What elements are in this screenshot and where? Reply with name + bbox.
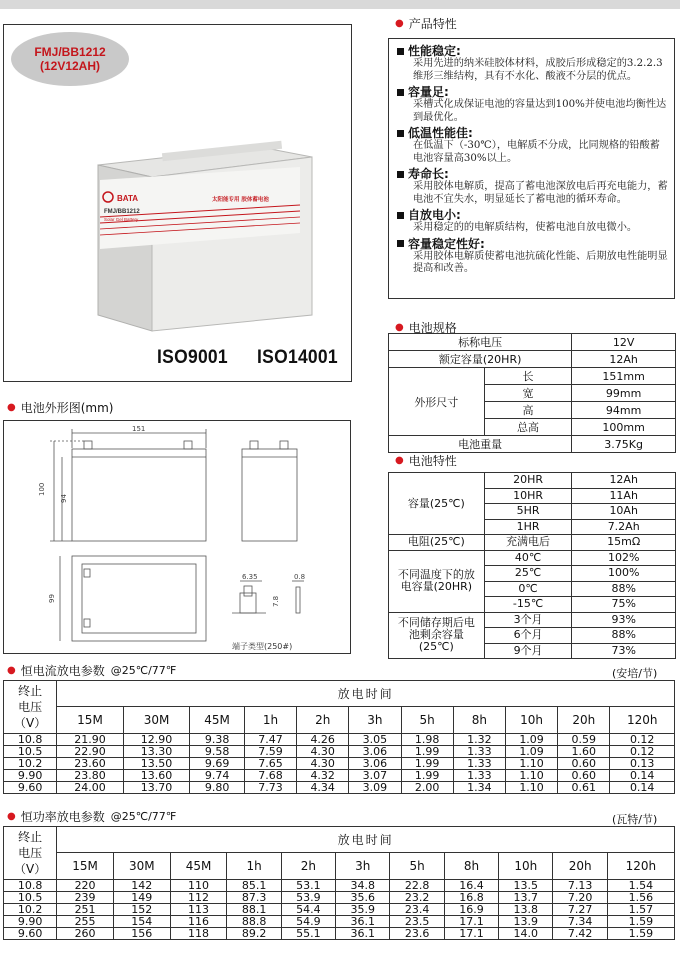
- char-cond: 充满电后: [484, 535, 572, 551]
- spec-value: 3.75Kg: [572, 436, 676, 453]
- dim-length: 151: [132, 425, 146, 433]
- spec-label: 长: [484, 368, 572, 385]
- table-row: [389, 368, 676, 385]
- battery-label-model: FMJ/BB1212: [104, 209, 140, 215]
- feature-heading: [397, 167, 669, 181]
- table-cell: 10.8: [4, 880, 57, 892]
- feature-head: 容量足:: [408, 85, 449, 99]
- table-cell: 54.9: [281, 916, 335, 928]
- spec-value: 12V: [572, 334, 676, 351]
- table-cell: 1.54: [607, 880, 674, 892]
- char-cond: 3个月: [484, 612, 572, 628]
- feature-desc: 采用稳定的的电解质结构，使蓄电池自放电微小。: [413, 222, 638, 233]
- table-cell: 3.06: [349, 746, 401, 758]
- table-cell: 9.90: [4, 916, 57, 928]
- table-cell: 255: [57, 916, 114, 928]
- dim-height: 94: [60, 494, 68, 503]
- table-cell: 7.42: [553, 928, 607, 940]
- table-cell: 14.0: [499, 928, 553, 940]
- column-header: 1h: [244, 706, 296, 733]
- column-header: 10h: [499, 852, 553, 879]
- feature-item: [397, 237, 669, 276]
- feature-head: 低温性能佳:: [408, 126, 473, 140]
- column-header: 30M: [113, 852, 170, 879]
- feature-desc: 采用先进的纳米硅胶体材料，成胶后形成稳定的3.2.2.3维形三维结构，具有不水化、酸液不分层的优点。: [413, 58, 663, 82]
- current-table-heading: [7, 662, 176, 679]
- table-cell: 156: [113, 928, 170, 940]
- iso14001-mark: ISO14001: [257, 347, 338, 368]
- table-cell: 7.73: [244, 782, 296, 794]
- table-cell: 110: [170, 880, 227, 892]
- table-cell: 23.2: [390, 892, 444, 904]
- spec-label: 宽: [484, 385, 572, 402]
- dim-total-height: 100: [38, 482, 46, 496]
- table-header-row: [4, 852, 675, 879]
- table-cell: 88.8: [227, 916, 281, 928]
- table-row: [4, 746, 675, 758]
- dimension-drawing-svg: [4, 421, 350, 653]
- square-bullet-icon: [397, 89, 404, 96]
- table-cell: 23.60: [57, 758, 124, 770]
- spec-table: [388, 333, 676, 453]
- battery-label-en: Solar Gel Battery: [104, 217, 139, 222]
- dimension-drawing: [3, 420, 351, 654]
- feature-item: [397, 44, 669, 83]
- table-row: [389, 334, 676, 351]
- feature-desc: 采槽式化成保证电池的容量达到100%并使电池均衡性达到最优化。: [413, 99, 667, 123]
- table-row: [389, 612, 676, 628]
- time-label: 放电时间: [57, 827, 675, 853]
- current-table: [3, 680, 675, 794]
- table-cell: 55.1: [281, 928, 335, 940]
- table-row: [4, 928, 675, 940]
- feature-desc: 在低温下（-30℃），电解质不分成，比同规格的铅酸蓄电池容量高30%以上。: [413, 140, 660, 164]
- table-cell: 1.59: [607, 928, 674, 940]
- table-cell: 2.00: [401, 782, 453, 794]
- char-label: 不同储存期后电池剩余容量(25℃): [389, 612, 485, 659]
- table-cell: 7.65: [244, 758, 296, 770]
- table-cell: 9.80: [190, 782, 245, 794]
- bullet-dot-icon: ●: [7, 811, 16, 822]
- table-cell: 21.90: [57, 734, 124, 746]
- column-header: 15M: [57, 852, 114, 879]
- table-cell: 23.6: [390, 928, 444, 940]
- spec-label: 总高: [484, 419, 572, 436]
- table-row: [4, 758, 675, 770]
- table-cell: 4.34: [297, 782, 349, 794]
- char-cond: 0℃: [484, 581, 572, 597]
- table-cell: 1.59: [607, 916, 674, 928]
- column-header: 15M: [57, 706, 124, 733]
- product-photo-panel: [3, 24, 352, 382]
- table-cell: 1.10: [505, 782, 557, 794]
- spec-value: 100mm: [572, 419, 676, 436]
- table-row: [4, 782, 675, 794]
- table-cell: 13.7: [499, 892, 553, 904]
- table-cell: 34.8: [336, 880, 390, 892]
- table-cell: 87.3: [227, 892, 281, 904]
- table-cell: 1.60: [558, 746, 610, 758]
- table-cell: 7.68: [244, 770, 296, 782]
- table-row: [4, 892, 675, 904]
- char-value: 15mΩ: [572, 535, 676, 551]
- table-cell: 1.34: [453, 782, 505, 794]
- feature-heading: [397, 237, 669, 251]
- table-cell: 1.32: [453, 734, 505, 746]
- column-header: 5h: [390, 852, 444, 879]
- spec-value: 94mm: [572, 402, 676, 419]
- column-header: 20h: [558, 706, 610, 733]
- char-value: 75%: [572, 597, 676, 613]
- table-cell: 7.34: [553, 916, 607, 928]
- feature-heading: [397, 44, 669, 58]
- table-cell: 9.60: [4, 782, 57, 794]
- table-cell: 10.5: [4, 746, 57, 758]
- table-row: [4, 770, 675, 782]
- power-table-condition: @25℃/77℉: [110, 810, 177, 823]
- char-cond: 40℃: [484, 550, 572, 566]
- table-cell: 1.09: [505, 734, 557, 746]
- table-row: [389, 351, 676, 368]
- column-header: 20h: [553, 852, 607, 879]
- table-header-row: [4, 706, 675, 733]
- table-cell: 4.30: [297, 758, 349, 770]
- spec-label: 高: [484, 402, 572, 419]
- model-spec: (12V12AH): [39, 59, 101, 73]
- square-bullet-icon: [397, 48, 404, 55]
- characteristics-title: 电池特性: [408, 454, 457, 468]
- table-cell: 24.00: [57, 782, 124, 794]
- table-row: [4, 880, 675, 892]
- char-value: 10Ah: [572, 504, 676, 520]
- table-cell: 10.8: [4, 734, 57, 746]
- current-table-unit: (安培/节): [612, 667, 658, 680]
- table-row: [389, 535, 676, 551]
- table-cell: 53.9: [281, 892, 335, 904]
- corner-cell: 终止电压（V）: [4, 681, 57, 734]
- column-header: 2h: [297, 706, 349, 733]
- dim-terminal-height: 7.8: [272, 595, 280, 607]
- power-table-title: 恒功率放电参数: [20, 810, 105, 824]
- char-label: 容量(25℃): [389, 473, 485, 535]
- table-cell: 251: [57, 904, 114, 916]
- table-cell: 23.80: [57, 770, 124, 782]
- table-row: [389, 550, 676, 566]
- drawing-heading: [7, 399, 113, 416]
- table-cell: 10.5: [4, 892, 57, 904]
- spec-value: 151mm: [572, 368, 676, 385]
- column-header: 8h: [453, 706, 505, 733]
- table-cell: 3.07: [349, 770, 401, 782]
- table-cell: 116: [170, 916, 227, 928]
- table-cell: 88.1: [227, 904, 281, 916]
- table-cell: 113: [170, 904, 227, 916]
- square-bullet-icon: [397, 171, 404, 178]
- table-cell: 35.6: [336, 892, 390, 904]
- table-cell: 89.2: [227, 928, 281, 940]
- features-title: 产品特性: [408, 17, 457, 31]
- table-cell: 3.06: [349, 758, 401, 770]
- table-cell: 22.90: [57, 746, 124, 758]
- table-cell: 7.47: [244, 734, 296, 746]
- table-cell: 0.12: [610, 734, 675, 746]
- feature-heading: [397, 208, 669, 222]
- char-cond: 9个月: [484, 643, 572, 659]
- power-table: [3, 826, 675, 940]
- table-cell: 13.8: [499, 904, 553, 916]
- table-cell: 9.90: [4, 770, 57, 782]
- table-cell: 9.38: [190, 734, 245, 746]
- column-header: 30M: [123, 706, 190, 733]
- drawing-title: 电池外形图(mm): [20, 401, 114, 415]
- table-cell: 13.5: [499, 880, 553, 892]
- feature-head: 容量稳定性好:: [408, 236, 485, 251]
- column-header: 45M: [190, 706, 245, 733]
- column-header: 45M: [170, 852, 227, 879]
- power-table-heading: [7, 808, 176, 825]
- square-bullet-icon: [397, 130, 404, 137]
- table-cell: 16.9: [444, 904, 498, 916]
- spec-label: 电池重量: [389, 436, 572, 453]
- corner-cell: 终止电压（V）: [4, 827, 57, 880]
- table-cell: 85.1: [227, 880, 281, 892]
- column-header: 3h: [336, 852, 390, 879]
- table-cell: 0.59: [558, 734, 610, 746]
- table-cell: 9.74: [190, 770, 245, 782]
- column-header: 120h: [610, 706, 675, 733]
- power-table-unit: (瓦特/节): [612, 813, 658, 826]
- table-cell: 4.30: [297, 746, 349, 758]
- table-cell: 239: [57, 892, 114, 904]
- table-header-row: [4, 681, 675, 707]
- table-cell: 142: [113, 880, 170, 892]
- char-cond: 6个月: [484, 628, 572, 644]
- char-value: 12Ah: [572, 473, 676, 489]
- char-cond: -15℃: [484, 597, 572, 613]
- table-cell: 0.60: [558, 758, 610, 770]
- table-cell: 1.10: [505, 758, 557, 770]
- feature-item: [397, 126, 669, 165]
- spec-value: 12Ah: [572, 351, 676, 368]
- dim-terminal-width: 6.35: [242, 573, 258, 581]
- feature-desc: 采用胶体电解质使蓄电池抗硫化性能、后期放电性能明显提高和改善。: [413, 250, 668, 274]
- spec-title: 电池规格: [408, 321, 457, 335]
- battery-illustration: [92, 125, 317, 333]
- feature-heading: [397, 85, 669, 99]
- column-header: 5h: [401, 706, 453, 733]
- spec-label: 外形尺寸: [389, 368, 485, 436]
- table-cell: 1.33: [453, 770, 505, 782]
- table-cell: 22.8: [390, 880, 444, 892]
- table-cell: 7.20: [553, 892, 607, 904]
- column-header: 1h: [227, 852, 281, 879]
- table-cell: 13.60: [123, 770, 190, 782]
- table-cell: 13.50: [123, 758, 190, 770]
- table-header-row: [4, 827, 675, 853]
- table-cell: 9.60: [4, 928, 57, 940]
- features-heading: [395, 15, 457, 32]
- characteristics-table: [388, 472, 676, 659]
- time-label: 放电时间: [57, 681, 675, 707]
- bullet-dot-icon: ●: [7, 665, 16, 676]
- table-cell: 3.05: [349, 734, 401, 746]
- table-cell: 7.27: [553, 904, 607, 916]
- battery-brand: BATA: [117, 194, 139, 203]
- table-cell: 7.59: [244, 746, 296, 758]
- table-cell: 0.14: [610, 782, 675, 794]
- table-row: [4, 916, 675, 928]
- table-cell: 16.8: [444, 892, 498, 904]
- table-cell: 1.57: [607, 904, 674, 916]
- feature-heading: [397, 126, 669, 140]
- model-badge: [11, 32, 129, 86]
- current-table-title: 恒电流放电参数: [20, 664, 105, 678]
- table-cell: 4.26: [297, 734, 349, 746]
- feature-item: [397, 85, 669, 124]
- table-cell: 1.56: [607, 892, 674, 904]
- features-box: [388, 38, 675, 299]
- spec-value: 99mm: [572, 385, 676, 402]
- iso9001-mark: ISO9001: [157, 347, 228, 368]
- table-cell: 118: [170, 928, 227, 940]
- table-cell: 9.69: [190, 758, 245, 770]
- table-cell: 0.14: [610, 770, 675, 782]
- table-cell: 7.13: [553, 880, 607, 892]
- table-cell: 13.70: [123, 782, 190, 794]
- characteristics-heading: [395, 452, 457, 469]
- char-value: 11Ah: [572, 488, 676, 504]
- table-cell: 1.99: [401, 770, 453, 782]
- square-bullet-icon: [397, 212, 404, 219]
- char-cond: 10HR: [484, 488, 572, 504]
- spec-label: 标称电压: [389, 334, 572, 351]
- feature-item: [397, 167, 669, 206]
- table-cell: 35.9: [336, 904, 390, 916]
- table-cell: 1.10: [505, 770, 557, 782]
- table-cell: 1.09: [505, 746, 557, 758]
- feature-head: 性能稳定:: [408, 44, 461, 58]
- table-row: [4, 904, 675, 916]
- feature-head: 寿命长:: [408, 167, 449, 181]
- char-value: 88%: [572, 581, 676, 597]
- char-label: 电阻(25℃): [389, 535, 485, 551]
- char-value: 93%: [572, 612, 676, 628]
- char-value: 88%: [572, 628, 676, 644]
- spec-label: 额定容量(20HR): [389, 351, 572, 368]
- bullet-dot-icon: ●: [395, 18, 404, 29]
- char-label: 不同温度下的放电容量(20HR): [389, 550, 485, 612]
- table-cell: 4.32: [297, 770, 349, 782]
- bullet-dot-icon: ●: [395, 322, 404, 333]
- table-cell: 0.61: [558, 782, 610, 794]
- bullet-dot-icon: ●: [7, 402, 16, 413]
- table-cell: 12.90: [123, 734, 190, 746]
- table-cell: 13.30: [123, 746, 190, 758]
- table-cell: 260: [57, 928, 114, 940]
- char-value: 7.2Ah: [572, 519, 676, 535]
- table-cell: 17.1: [444, 916, 498, 928]
- terminal-type-label: 端子类型(250#): [232, 642, 293, 651]
- feature-desc: 采用胶体电解质，提高了蓄电池深放电后再充电能力，蓄电池不宜失水，明显延长了蓄电池的循环寿命。: [413, 181, 668, 205]
- square-bullet-icon: [397, 240, 404, 247]
- dim-width: 99: [48, 594, 56, 603]
- table-cell: 10.2: [4, 904, 57, 916]
- char-cond: 5HR: [484, 504, 572, 520]
- table-cell: 112: [170, 892, 227, 904]
- table-cell: 0.60: [558, 770, 610, 782]
- char-cond: 20HR: [484, 473, 572, 489]
- table-cell: 0.12: [610, 746, 675, 758]
- column-header: 2h: [281, 852, 335, 879]
- table-cell: 152: [113, 904, 170, 916]
- table-cell: 13.9: [499, 916, 553, 928]
- table-cell: 9.58: [190, 746, 245, 758]
- table-cell: 53.1: [281, 880, 335, 892]
- model-name: FMJ/BB1212: [34, 45, 106, 59]
- table-cell: 3.09: [349, 782, 401, 794]
- column-header: 8h: [444, 852, 498, 879]
- table-cell: 1.99: [401, 746, 453, 758]
- table-cell: 36.1: [336, 916, 390, 928]
- table-cell: 0.13: [610, 758, 675, 770]
- column-header: 10h: [505, 706, 557, 733]
- table-cell: 1.33: [453, 746, 505, 758]
- table-cell: 23.4: [390, 904, 444, 916]
- table-cell: 54.4: [281, 904, 335, 916]
- table-cell: 36.1: [336, 928, 390, 940]
- char-cond: 1HR: [484, 519, 572, 535]
- char-cond: 25℃: [484, 566, 572, 582]
- table-row: [4, 734, 675, 746]
- table-row: [389, 473, 676, 489]
- battery-label-cn: 太阳能专用 胶体蓄电池: [212, 197, 269, 203]
- table-cell: 149: [113, 892, 170, 904]
- bullet-dot-icon: ●: [395, 455, 404, 466]
- column-header: 120h: [607, 852, 674, 879]
- current-table-condition: @25℃/77℉: [110, 664, 177, 677]
- char-value: 100%: [572, 566, 676, 582]
- table-cell: 1.33: [453, 758, 505, 770]
- table-cell: 1.99: [401, 758, 453, 770]
- table-cell: 16.4: [444, 880, 498, 892]
- char-value: 102%: [572, 550, 676, 566]
- table-row: [389, 436, 676, 453]
- dim-terminal-thickness: 0.8: [294, 573, 306, 581]
- column-header: 3h: [349, 706, 401, 733]
- feature-head: 自放电小:: [408, 208, 461, 222]
- table-cell: 220: [57, 880, 114, 892]
- feature-list: [397, 44, 669, 276]
- table-cell: 10.2: [4, 758, 57, 770]
- feature-item: [397, 208, 669, 235]
- table-cell: 154: [113, 916, 170, 928]
- char-value: 73%: [572, 643, 676, 659]
- table-cell: 23.5: [390, 916, 444, 928]
- table-cell: 1.98: [401, 734, 453, 746]
- table-cell: 17.1: [444, 928, 498, 940]
- top-bar: [0, 0, 680, 9]
